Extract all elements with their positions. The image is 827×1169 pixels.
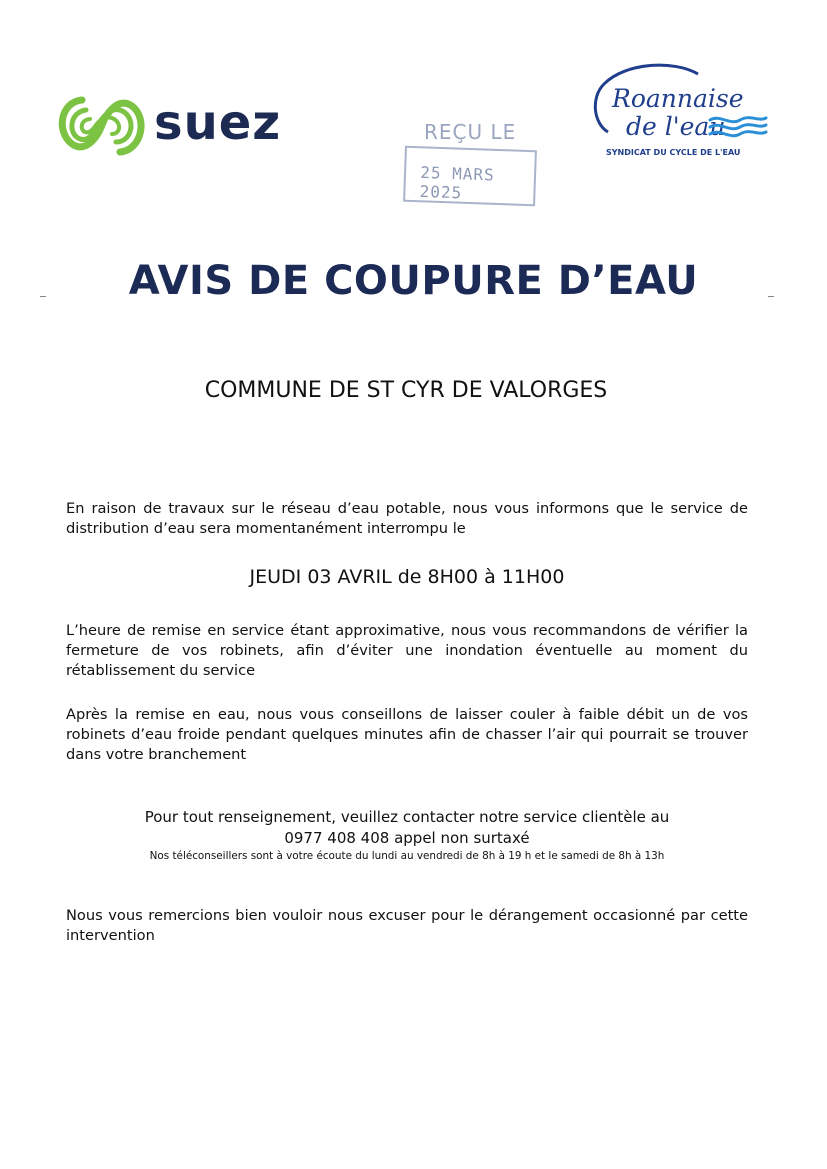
hours-line: Nos téléconseillers sont à votre écoute du lundi au vendredi de 8h à 19 h et le samedi de 8h à 13h xyxy=(149,850,665,862)
suez-wordmark: suez xyxy=(154,95,282,151)
air-purge-paragraph: Après la remise en eau, nous vous conseillons de laisser couler à faible débit un de vos robinets d’eau froide pendant quelques minutes afin de chasser l’air qui pourrait se trouver dans votre branchement xyxy=(66,706,748,763)
roannaise-line2: de l'eau xyxy=(626,112,726,141)
page-title: AVIS DE COUPURE D’EAU xyxy=(128,258,699,304)
phone-line: 0977 408 408 appel non surtaxé xyxy=(284,829,530,847)
received-stamp xyxy=(398,120,543,210)
contact-line: Pour tout renseignement, veuillez contacter notre service clientèle au xyxy=(144,808,670,826)
suez-logo xyxy=(52,90,292,160)
commune-heading: COMMUNE DE ST CYR DE VALORGES xyxy=(204,378,608,403)
stamp-title: REÇU LE xyxy=(424,120,517,144)
intro-paragraph: En raison de travaux sur le réseau d’eau potable, nous vous informons que le service de distribution d’eau sera momentanément interrompu le xyxy=(66,500,748,537)
stamp-date: 25 MARS 2025 xyxy=(419,162,496,203)
suez-swirl-icon xyxy=(52,92,150,158)
roannaise-line1: Roannaise xyxy=(612,84,744,113)
water-waves-icon xyxy=(708,114,768,138)
roannaise-logo xyxy=(586,62,776,162)
roannaise-subtitle: SYNDICAT DU CYCLE DE L'EAU xyxy=(606,148,741,157)
interruption-date: JEUDI 03 AVRIL de 8H00 à 11H00 xyxy=(249,566,565,588)
service-restoration-paragraph: L’heure de remise en service étant approximative, nous vous recommandons de vérifier la fermeture de vos robinets, afin d’éviter une inondation éventuelle au moment du rétablissement du service xyxy=(66,622,748,679)
closing-paragraph: Nous vous remercions bien vouloir nous excuser pour le dérangement occasionné par cette intervention xyxy=(66,907,748,944)
